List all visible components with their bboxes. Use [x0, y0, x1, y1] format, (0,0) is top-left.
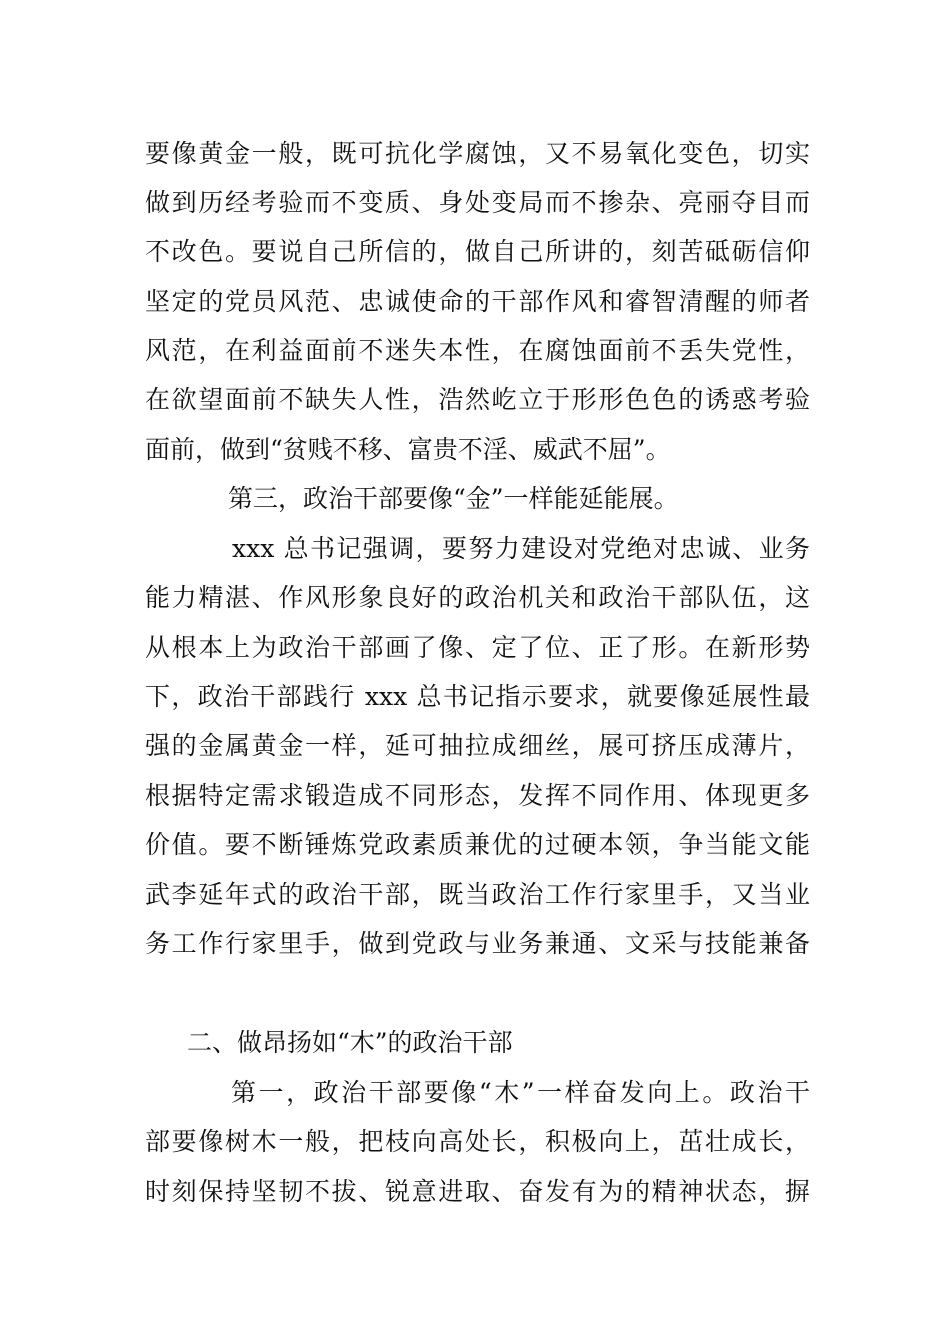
- paragraph-line: 价值。要不断锤炼党政素质兼优的过硬本领，争当能文能: [145, 830, 810, 859]
- paragraph-line: 第一，政治干部要像“木”一样奋发向上。政治干: [231, 1078, 810, 1107]
- chapter-heading-two: 二、做昂扬如“木”的政治干部: [187, 1028, 513, 1057]
- paragraph-line: 风范，在利益面前不迷失本性，在腐蚀面前不丢失党性，: [145, 336, 810, 365]
- paragraph-line: 做到历经考验而不变质、身处变局而不掺杂、亮丽夺目而: [145, 188, 810, 217]
- paragraph-line: 坚定的党员风范、忠诚使命的干部作风和睿智清醒的师者: [145, 287, 810, 316]
- paragraph-line: 不改色。要说自己所信的，做自己所讲的，刻苦砥砺信仰: [145, 237, 810, 266]
- paragraph-line: 根据特定需求锻造成不同形态，发挥不同作用、体现更多: [145, 781, 810, 810]
- paragraph-line: 能力精湛、作风形象良好的政治机关和政治干部队伍，这: [145, 583, 810, 612]
- paragraph-line: xxx 总书记强调，要努力建设对党绝对忠诚、业务: [232, 534, 810, 563]
- section-heading-third: 第三，政治干部要像“金”一样能延能展。: [228, 484, 679, 513]
- paragraph-line: 下，政治干部践行 xxx 总书记指示要求，就要像延展性最: [145, 682, 810, 711]
- paragraph-line: 强的金属黄金一样，延可抽拉成细丝，展可挤压成薄片，: [145, 731, 810, 760]
- paragraph-line: 武李延年式的政治干部，既当政治工作行家里手，又当业: [145, 880, 810, 909]
- paragraph-line: 从根本上为政治干部画了像、定了位、正了形。在新形势: [145, 633, 810, 662]
- paragraph-line: 在欲望面前不缺失人性，浩然屹立于形形色色的诱惑考验: [145, 385, 810, 414]
- paragraph-line: 时刻保持坚韧不拔、锐意进取、奋发有为的精神状态，摒: [145, 1177, 810, 1206]
- paragraph-line: 部要像树木一般，把枝向高处长，积极向上，茁壮成长，: [145, 1127, 810, 1156]
- paragraph-line: 面前，做到“贫贱不移、富贵不淫、威武不屈”。: [145, 435, 671, 464]
- paragraph-line: 要像黄金一般，既可抗化学腐蚀，又不易氧化变色，切实: [145, 139, 810, 168]
- paragraph-line: 务工作行家里手，做到党政与业务兼通、文采与技能兼备: [145, 929, 810, 958]
